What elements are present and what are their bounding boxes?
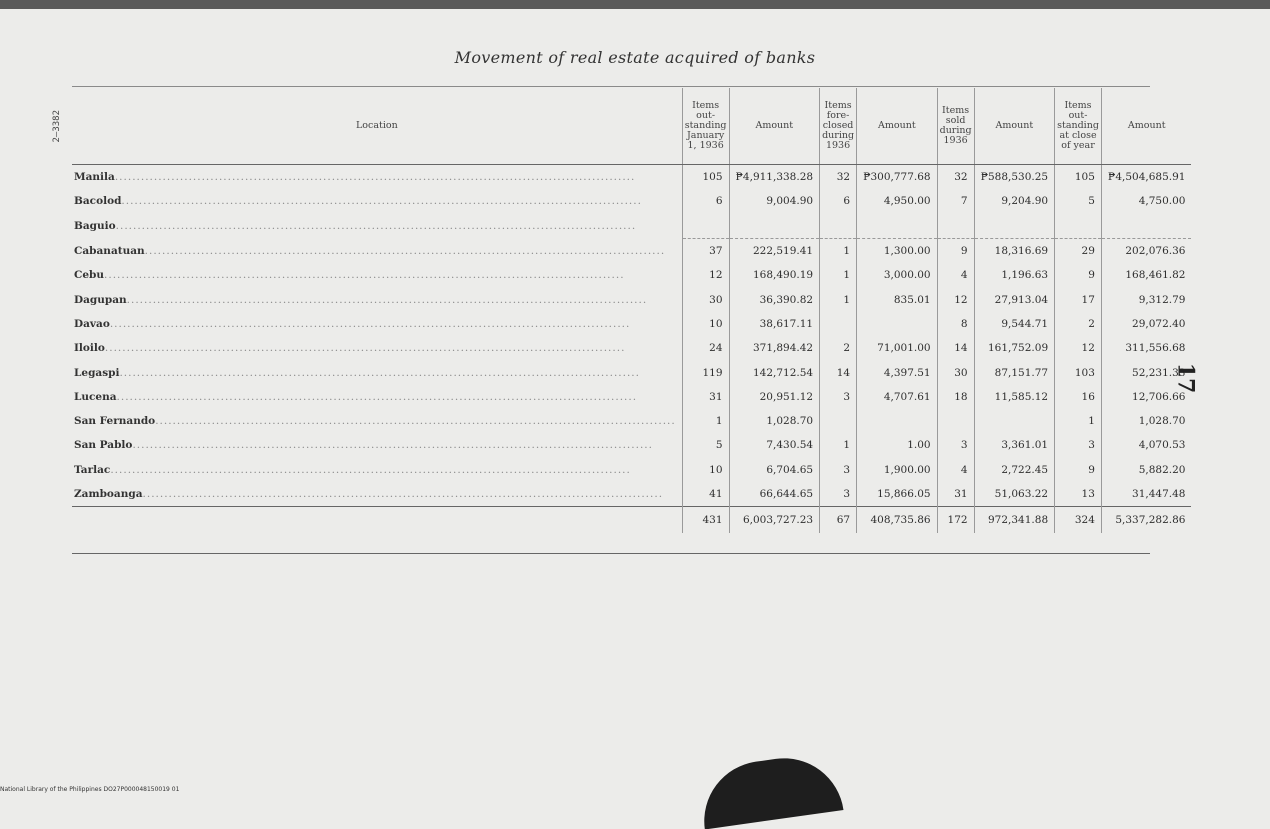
page-number: 17 bbox=[1172, 362, 1199, 394]
cell-amt-fore: ₱300,777.68 bbox=[857, 165, 938, 190]
cell-sold: 8 bbox=[937, 312, 974, 336]
cell-out-close: 1 bbox=[1055, 409, 1102, 433]
cell-out-close bbox=[1055, 214, 1102, 239]
location-name: Manila bbox=[74, 171, 115, 184]
cell-amt-fore: 1,900.00 bbox=[857, 458, 938, 482]
cell-amt-close: 1,028.70 bbox=[1101, 409, 1191, 433]
row-location bbox=[72, 287, 682, 311]
cell-amt-close: 311,556.68 bbox=[1101, 336, 1191, 360]
cell-amt-close: 202,076.36 bbox=[1101, 238, 1191, 263]
row-location bbox=[72, 458, 682, 482]
cell-amt-sold: 1,196.63 bbox=[974, 263, 1055, 287]
cell-fore: 1 bbox=[820, 238, 857, 263]
cell-amt-fore: 4,397.51 bbox=[857, 360, 938, 384]
cell-sold: 4 bbox=[937, 458, 974, 482]
table-row bbox=[72, 458, 1191, 482]
cell-out-jan: 119 bbox=[682, 360, 729, 384]
cell-out-jan: 12 bbox=[682, 263, 729, 287]
dot-leader: ........................................................................................................................ bbox=[144, 244, 666, 257]
cell-amt-jan: 38,617.11 bbox=[729, 312, 820, 336]
total-out-close: 324 bbox=[1055, 507, 1102, 534]
cell-fore bbox=[820, 409, 857, 433]
cell-amt-close: 52,231.33 bbox=[1101, 360, 1191, 384]
cell-amt-close: 9,312.79 bbox=[1101, 287, 1191, 311]
row-location bbox=[72, 263, 682, 287]
dot-leader: ........................................................................................................................ bbox=[104, 342, 626, 355]
location-name: Baguio bbox=[74, 219, 116, 232]
cell-out-close: 13 bbox=[1055, 482, 1102, 507]
location-name: Zamboanga bbox=[74, 488, 143, 500]
cell-amt-fore: 71,001.00 bbox=[857, 336, 938, 360]
cell-out-close: 9 bbox=[1055, 458, 1102, 482]
cell-fore bbox=[820, 214, 857, 239]
cell-out-jan: 10 bbox=[682, 458, 729, 482]
cell-amt-fore bbox=[857, 214, 938, 239]
cell-amt-jan: 6,704.65 bbox=[729, 458, 820, 482]
dot-leader: ........................................................................................................................ bbox=[109, 317, 631, 330]
table-row bbox=[72, 385, 1191, 409]
dot-leader: ........................................................................................................................ bbox=[104, 269, 625, 282]
cell-sold: 14 bbox=[937, 336, 974, 360]
cell-amt-sold: 9,204.90 bbox=[974, 189, 1055, 213]
cell-amt-fore bbox=[857, 312, 938, 336]
cell-out-close: 17 bbox=[1055, 287, 1102, 311]
location-name: San Fernando bbox=[74, 415, 156, 428]
top-rule bbox=[72, 86, 1150, 87]
total-amt-close: 5,337,282.86 bbox=[1101, 507, 1191, 534]
cell-fore: 2 bbox=[820, 336, 857, 360]
table-row bbox=[72, 360, 1191, 384]
scan-footer: National Library of the Philippines DO27P000048150019 01 bbox=[0, 786, 180, 793]
location-name: Dagupan bbox=[74, 293, 127, 306]
totals-row bbox=[72, 507, 1191, 534]
cell-sold: 18 bbox=[937, 385, 974, 409]
cell-sold: 30 bbox=[937, 360, 974, 384]
cell-amt-jan: 20,951.12 bbox=[729, 385, 820, 409]
cell-out-close: 12 bbox=[1055, 336, 1102, 360]
side-code: 2—3382 bbox=[52, 110, 62, 143]
row-location bbox=[72, 214, 682, 239]
cell-amt-close: 4,750.00 bbox=[1101, 189, 1191, 213]
location-name: Iloilo bbox=[74, 342, 105, 355]
cell-amt-sold: 51,063.22 bbox=[974, 482, 1055, 507]
cell-fore: 6 bbox=[820, 189, 857, 213]
row-location bbox=[72, 409, 682, 433]
cell-out-close: 29 bbox=[1055, 238, 1102, 263]
cell-amt-jan: ₱4,911,338.28 bbox=[729, 165, 820, 190]
cell-amt-sold: ₱588,530.25 bbox=[974, 165, 1055, 190]
cell-out-jan: 10 bbox=[682, 312, 729, 336]
location-name: Davao bbox=[74, 317, 110, 330]
table-row bbox=[72, 214, 1191, 239]
cell-fore: 1 bbox=[820, 287, 857, 311]
dot-leader: ........................................................................................................................ bbox=[132, 439, 653, 452]
total-amt-jan: 6,003,727.23 bbox=[729, 507, 820, 534]
cell-amt-sold: 87,151.77 bbox=[974, 360, 1055, 384]
cell-amt-sold: 11,585.12 bbox=[974, 385, 1055, 409]
cell-amt-fore: 1,300.00 bbox=[857, 238, 938, 263]
location-name: San Pablo bbox=[74, 439, 133, 452]
cell-out-jan: 41 bbox=[682, 482, 729, 507]
cell-out-jan: 6 bbox=[682, 189, 729, 213]
dot-leader: ........................................................................................................................ bbox=[121, 195, 642, 208]
cell-amt-fore: 15,866.05 bbox=[857, 482, 938, 507]
cell-amt-fore: 4,950.00 bbox=[857, 189, 938, 213]
cell-sold: 31 bbox=[937, 482, 974, 507]
cell-amt-fore bbox=[857, 409, 938, 433]
cell-out-close: 105 bbox=[1055, 165, 1102, 190]
page-title: Movement of real estate acquired of banks bbox=[454, 48, 816, 67]
cell-amt-fore: 4,707.61 bbox=[857, 385, 938, 409]
header-items-foreclosed: Items fore-closed during 1936 bbox=[820, 88, 857, 165]
cell-sold: 32 bbox=[937, 165, 974, 190]
dot-leader: ........................................................................................................................ bbox=[155, 415, 676, 428]
location-name: Legaspi bbox=[74, 366, 120, 379]
header-location: Location bbox=[72, 88, 682, 165]
table-row bbox=[72, 312, 1191, 336]
thumb-shadow bbox=[697, 751, 844, 829]
cell-out-close: 2 bbox=[1055, 312, 1102, 336]
table-row bbox=[72, 336, 1191, 360]
total-amt-fore: 408,735.86 bbox=[857, 507, 938, 534]
cell-sold: 9 bbox=[937, 238, 974, 263]
row-location bbox=[72, 189, 682, 213]
cell-amt-jan: 9,004.90 bbox=[729, 189, 820, 213]
cell-sold bbox=[937, 409, 974, 433]
movement-table bbox=[72, 88, 1191, 533]
header-items-sold: Items sold during 1936 bbox=[937, 88, 974, 165]
cell-amt-close: 31,447.48 bbox=[1101, 482, 1191, 507]
cell-sold: 12 bbox=[937, 287, 974, 311]
cell-out-jan: 37 bbox=[682, 238, 729, 263]
cell-amt-close: 168,461.82 bbox=[1101, 263, 1191, 287]
cell-amt-sold bbox=[974, 214, 1055, 239]
bottom-rule bbox=[72, 553, 1150, 554]
cell-amt-jan: 7,430.54 bbox=[729, 433, 820, 457]
cell-fore: 3 bbox=[820, 482, 857, 507]
total-sold: 172 bbox=[937, 507, 974, 534]
cell-fore bbox=[820, 312, 857, 336]
row-location bbox=[72, 385, 682, 409]
table-row bbox=[72, 263, 1191, 287]
cell-amt-jan: 371,894.42 bbox=[729, 336, 820, 360]
row-location bbox=[72, 165, 682, 190]
cell-amt-close: 4,070.53 bbox=[1101, 433, 1191, 457]
dot-leader: ........................................................................................................................ bbox=[114, 171, 636, 184]
cell-amt-sold: 9,544.71 bbox=[974, 312, 1055, 336]
cell-amt-sold: 161,752.09 bbox=[974, 336, 1055, 360]
cell-out-jan bbox=[682, 214, 729, 239]
header-amount-sold: Amount bbox=[974, 88, 1055, 165]
cell-out-close: 5 bbox=[1055, 189, 1102, 213]
cell-amt-jan: 66,644.65 bbox=[729, 482, 820, 507]
cell-fore: 32 bbox=[820, 165, 857, 190]
cell-out-close: 16 bbox=[1055, 385, 1102, 409]
table-row bbox=[72, 189, 1191, 213]
header-amount-close: Amount bbox=[1101, 88, 1191, 165]
table-row bbox=[72, 409, 1191, 433]
total-out-jan: 431 bbox=[682, 507, 729, 534]
row-location bbox=[72, 433, 682, 457]
table-row bbox=[72, 482, 1191, 507]
cell-amt-fore: 3,000.00 bbox=[857, 263, 938, 287]
cell-amt-jan: 1,028.70 bbox=[729, 409, 820, 433]
location-name: Bacolod bbox=[74, 195, 122, 208]
table-row bbox=[72, 433, 1191, 457]
cell-out-jan: 5 bbox=[682, 433, 729, 457]
cell-amt-jan: 222,519.41 bbox=[729, 238, 820, 263]
cell-amt-jan bbox=[729, 214, 820, 239]
cell-fore: 1 bbox=[820, 263, 857, 287]
cell-sold: 4 bbox=[937, 263, 974, 287]
cell-amt-jan: 168,490.19 bbox=[729, 263, 820, 287]
location-name: Tarlac bbox=[74, 463, 111, 476]
cell-amt-sold: 3,361.01 bbox=[974, 433, 1055, 457]
cell-sold: 7 bbox=[937, 189, 974, 213]
cell-sold bbox=[937, 214, 974, 239]
dot-leader: ........................................................................................................................ bbox=[115, 219, 637, 232]
cell-amt-fore: 835.01 bbox=[857, 287, 938, 311]
header-amount-foreclosed: Amount bbox=[857, 88, 938, 165]
cell-amt-sold bbox=[974, 409, 1055, 433]
header-items-outstanding-close: Items out-standing at close of year bbox=[1055, 88, 1102, 165]
cell-out-close: 103 bbox=[1055, 360, 1102, 384]
cell-amt-close: 12,706.66 bbox=[1101, 385, 1191, 409]
cell-amt-close: 5,882.20 bbox=[1101, 458, 1191, 482]
cell-out-close: 3 bbox=[1055, 433, 1102, 457]
cell-sold: 3 bbox=[937, 433, 974, 457]
dot-leader: ........................................................................................................................ bbox=[116, 390, 638, 403]
cell-amt-sold: 27,913.04 bbox=[974, 287, 1055, 311]
location-name: Cabanatuan bbox=[74, 244, 145, 257]
dot-leader: ........................................................................................................................ bbox=[142, 488, 664, 500]
cell-out-jan: 1 bbox=[682, 409, 729, 433]
cell-amt-close bbox=[1101, 214, 1191, 239]
cell-amt-sold: 18,316.69 bbox=[974, 238, 1055, 263]
cell-out-close: 9 bbox=[1055, 263, 1102, 287]
cell-amt-fore: 1.00 bbox=[857, 433, 938, 457]
cell-fore: 1 bbox=[820, 433, 857, 457]
location-name: Lucena bbox=[74, 390, 117, 403]
table-row bbox=[72, 287, 1191, 311]
cell-out-jan: 24 bbox=[682, 336, 729, 360]
table-row bbox=[72, 165, 1191, 190]
location-name: Cebu bbox=[74, 269, 105, 282]
cell-fore: 14 bbox=[820, 360, 857, 384]
scan-edge bbox=[0, 0, 1270, 9]
header-amount-jan: Amount bbox=[729, 88, 820, 165]
cell-amt-jan: 36,390.82 bbox=[729, 287, 820, 311]
cell-amt-sold: 2,722.45 bbox=[974, 458, 1055, 482]
cell-amt-close: ₱4,504,685.91 bbox=[1101, 165, 1191, 190]
row-location bbox=[72, 312, 682, 336]
header-row bbox=[72, 88, 1191, 165]
cell-fore: 3 bbox=[820, 458, 857, 482]
dot-leader: ........................................................................................................................ bbox=[110, 463, 631, 476]
row-location bbox=[72, 360, 682, 384]
cell-fore: 3 bbox=[820, 385, 857, 409]
dot-leader: ........................................................................................................................ bbox=[126, 293, 648, 306]
row-location bbox=[72, 238, 682, 263]
cell-out-jan: 30 bbox=[682, 287, 729, 311]
total-fore: 67 bbox=[820, 507, 857, 534]
cell-out-jan: 105 bbox=[682, 165, 729, 190]
cell-amt-jan: 142,712.54 bbox=[729, 360, 820, 384]
header-items-outstanding-jan: Items out-standing January 1, 1936 bbox=[682, 88, 729, 165]
cell-amt-close: 29,072.40 bbox=[1101, 312, 1191, 336]
row-location bbox=[72, 336, 682, 360]
total-amt-sold: 972,341.88 bbox=[974, 507, 1055, 534]
cell-out-jan: 31 bbox=[682, 385, 729, 409]
table-row bbox=[72, 238, 1191, 263]
dot-leader: ........................................................................................................................ bbox=[119, 366, 640, 379]
row-location bbox=[72, 482, 682, 507]
